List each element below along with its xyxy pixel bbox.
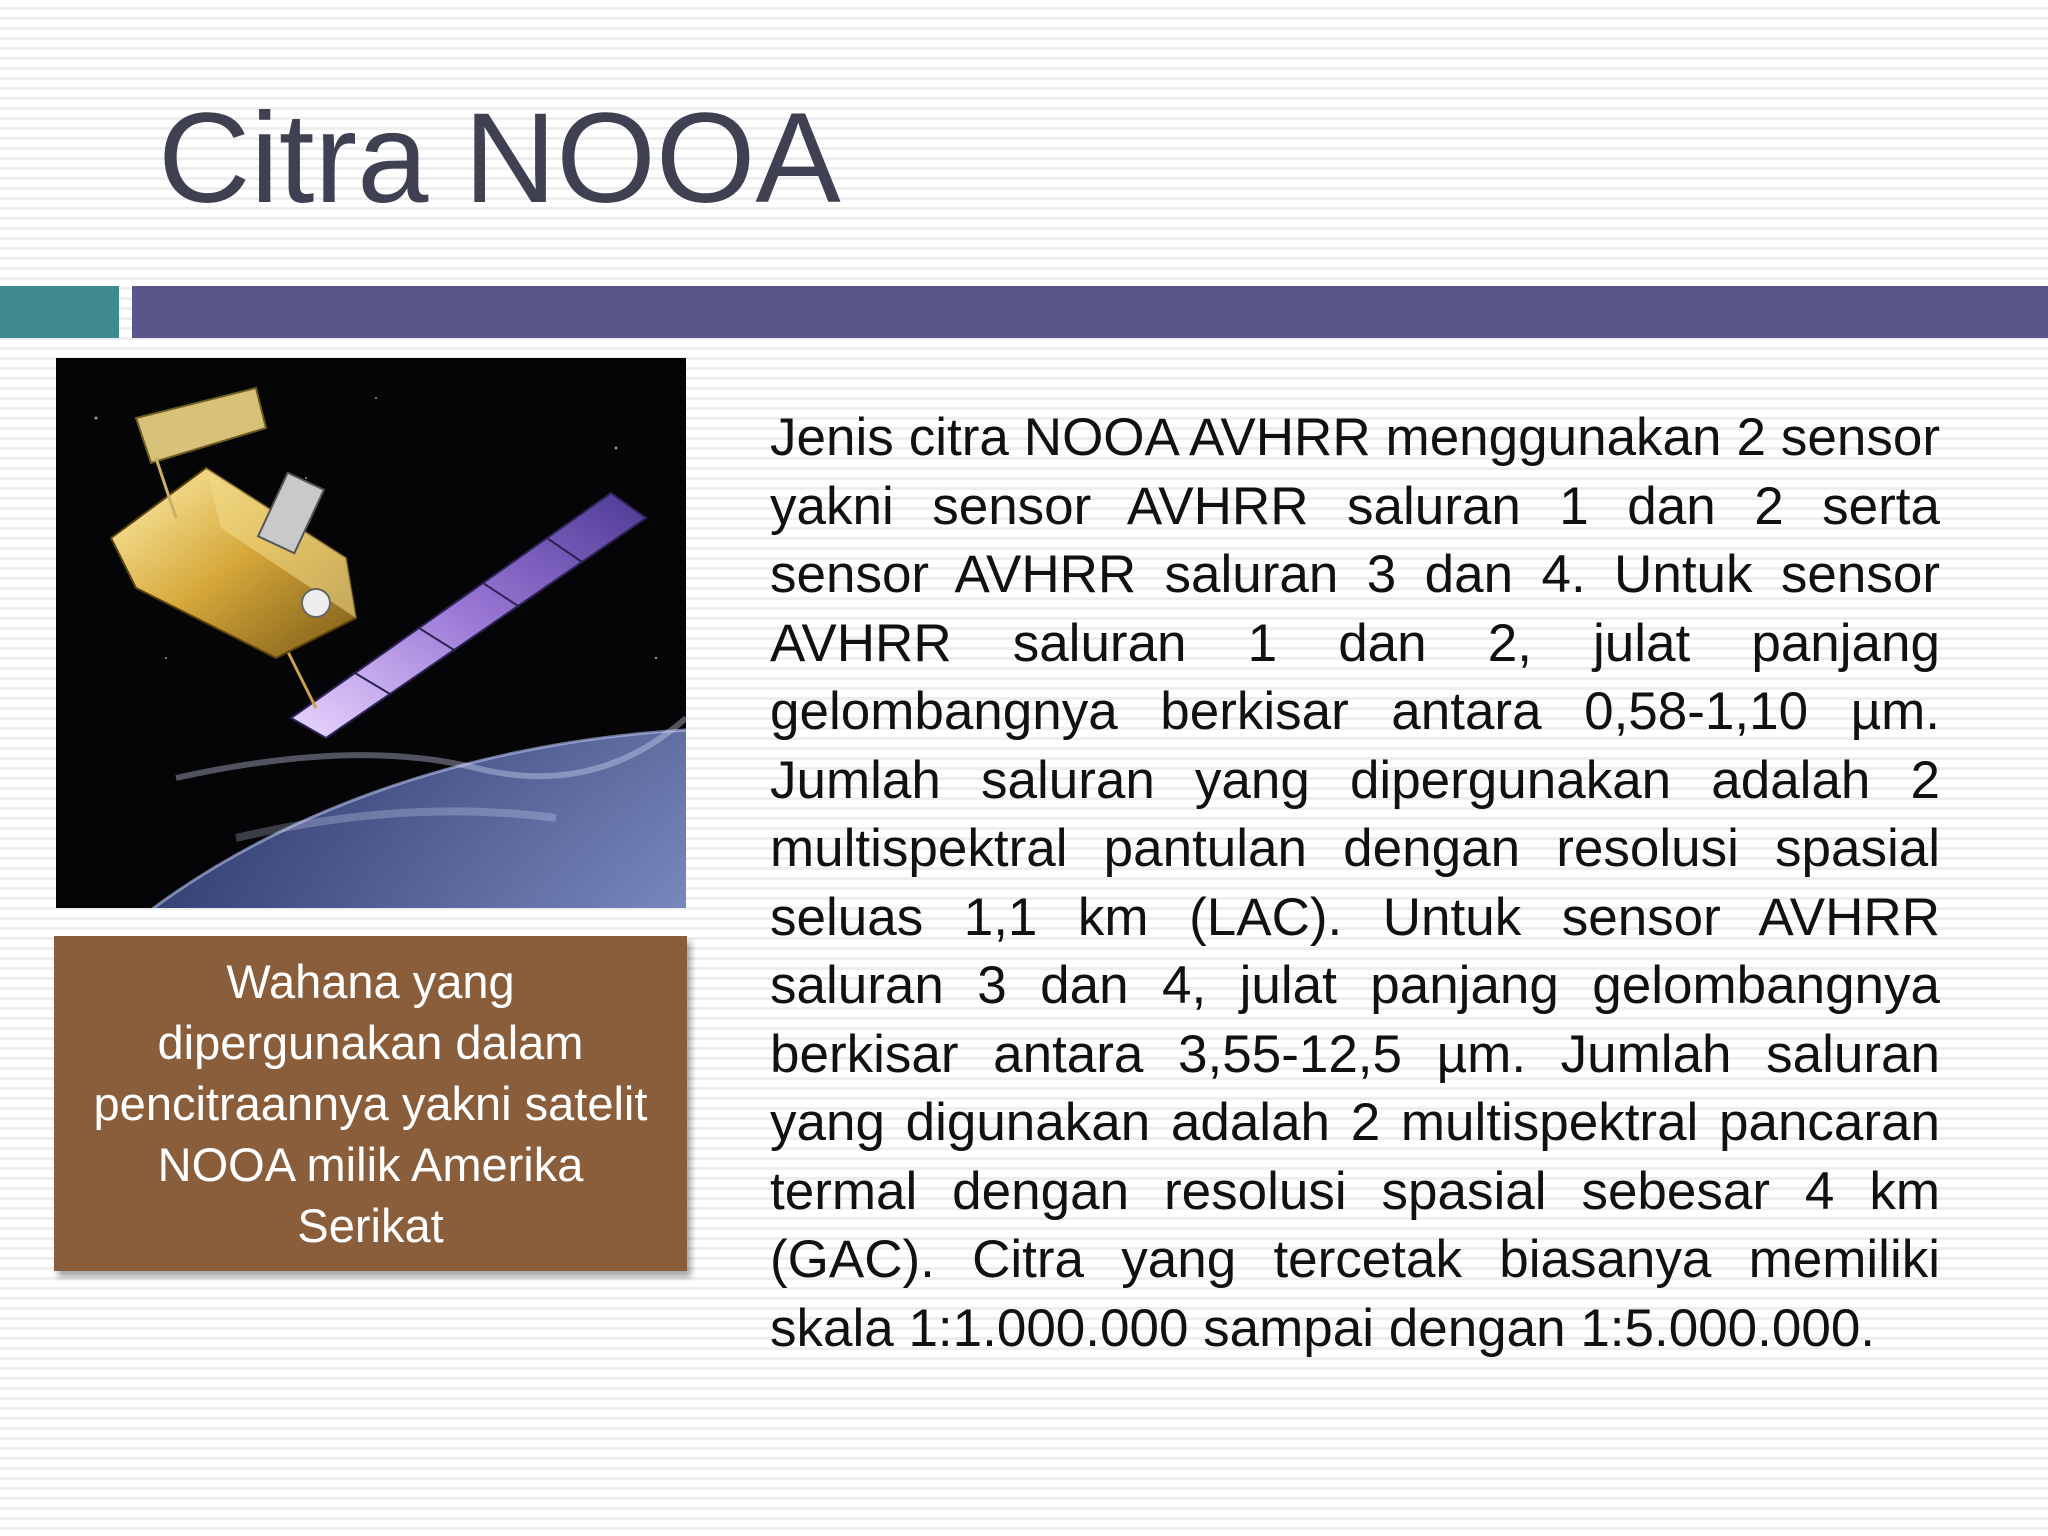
caption-text: Wahana yang dipergunakan dalam pencitraannya yakni satelit NOOA milik Amerika Serikat [93, 955, 648, 1252]
title-underline-bar [132, 286, 2048, 338]
caption-box [54, 936, 687, 1271]
slide-title: Citra NOOA [158, 87, 841, 230]
body-paragraph: Jenis citra NOOA AVHRR menggunakan 2 sensor yakni sensor AVHRR saluran 1 dan 2 serta sensor AVHRR saluran 3 dan 4. Untuk sensor AVHRR saluran 1 dan 2, julat panjang gelombangnya berkisar antara 0,58-1,10 µm. Jumlah saluran yang dipergunakan adalah 2 multispektral pantulan dengan resolusi spasial seluas 1,1 km (LAC). Untuk sensor AVHRR saluran 3 dan 4, julat panjang gelombangnya berkisar antara 3,55-12,5 µm. Jumlah saluran yang digunakan adalah 2 multispektral pancaran termal dengan resolusi spasial sebesar 4 km (GAC). Citra yang tercetak biasanya memiliki skala 1:1.000.000 sampai dengan 1:5.000.000. [770, 408, 1940, 1358]
accent-square [0, 286, 119, 338]
satellite-icon [56, 358, 686, 908]
satellite-photo [56, 358, 686, 908]
